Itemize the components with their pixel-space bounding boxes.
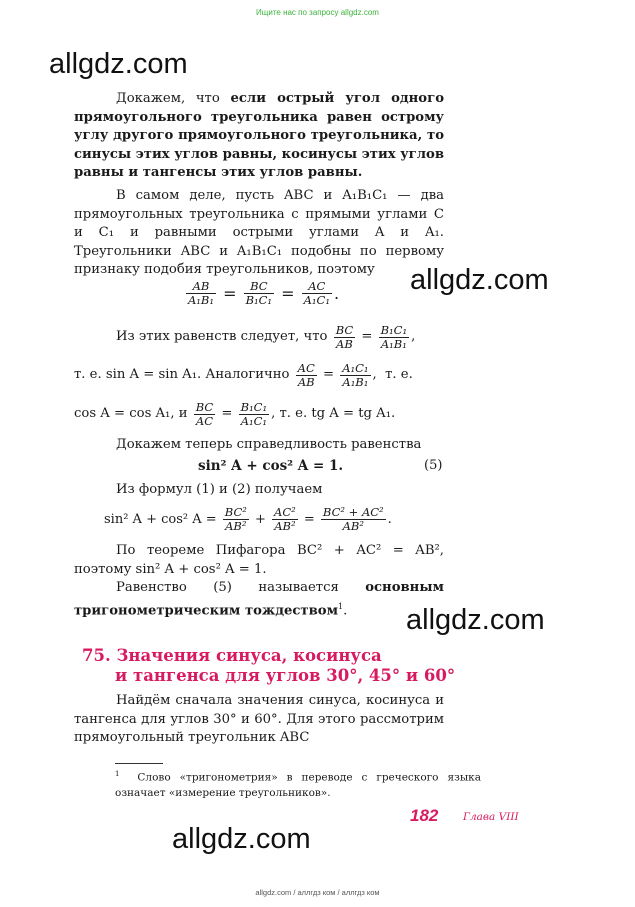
text-block-2: [74, 542, 444, 621]
watermark: allgdz.com: [410, 264, 549, 296]
paragraph-proof: В самом деле, пусть ABC и A₁B₁C₁ — два прямоугольных треугольника с прямыми углами C и C₁ и равными острыми углами A и A₁. Треугольники ABC и A₁B₁C₁ подобны по первому признаку подобия треугольников, поэтому: [74, 187, 444, 278]
watermark: allgdz.com: [406, 604, 545, 636]
section-heading: 75. Значения синуса, косинуса и тангенса для углов 30°, 45° и 60°: [82, 646, 456, 685]
chapter-label: Глава VIII: [463, 811, 519, 823]
paragraph-theorem: Докажем, что если острый угол одного прямоугольного треугольника равен острому углу другого прямоугольного треугольника, то синусы этих углов равны, косинусы этих углов равны и тангенсы этих углов равны.: [74, 91, 444, 181]
line-from-equalities: Из этих равенств следует, что $\frac{BC}{AB}$ = $\frac{\text{B₁C₁}}{\text{A₁B₁}}$ ,: [116, 323, 416, 351]
line-formulas: Из формул (1) и (2) получаем: [116, 482, 323, 497]
top-note: Ищите нас по запросу allgdz.com: [256, 8, 379, 17]
watermark: allgdz.com: [49, 48, 188, 80]
line-pythagoras: По теореме Пифагора BC² + AC² = AB², поэтому sin² A + cos² A = 1.: [74, 543, 444, 577]
text-block-1: [74, 90, 444, 280]
line-identity-name: Равенство (5) называется основным тригонометрическим тождеством$^1$.: [74, 580, 444, 619]
paragraph-values: Найдём сначала значения синуса, косинуса и тангенса для углов 30° и 60°. Для этого рассмотрим прямоугольный треугольник ABC: [74, 693, 444, 746]
line-prove: Докажем теперь справедливость равенства: [116, 437, 422, 452]
text-block-3: [74, 692, 444, 748]
footnote: $^1$ Слово «тригонометрия» в переводе с греческого языка означает «измерение треугольников».: [115, 770, 481, 799]
equation-number: (5): [424, 458, 443, 473]
line-cos-tg: cos A = cos A₁, и $\frac{BC}{AC}$ = $\frac{\text{B₁C₁}}{\text{A₁C₁}}$ , т. е. tg A = tg A₁.: [74, 400, 396, 428]
line-sin-equal: т. е. sin A = sin A₁. Аналогично $\frac{AC}{AB}$ = $\frac{\text{A₁C₁}}{\text{A₁B₁}}$ , т. е.: [74, 361, 413, 389]
equation-sum: sin² A + cos² A = $\frac{\text{BC²}}{\text{AB²}}$ + $\frac{\text{AC²}}{\text{AB²}}$ = $\frac{\text{BC² + AC²}}{\text{AB²}}$ .: [104, 505, 392, 533]
equation-ratios: $\frac{AB}{\text{A₁B₁}}$ = $\frac{BC}{\text{B₁C₁}}$ = $\frac{AC}{\text{A₁C₁}}$ .: [188, 279, 340, 307]
watermark: allgdz.com: [172, 823, 311, 855]
equation-identity: sin² A + cos² A = 1.: [198, 458, 344, 474]
footnote-divider: [115, 763, 163, 764]
page-number: 182: [410, 806, 439, 825]
bottom-note: allgdz.com / аллгдз ком / аллгдз ком: [255, 888, 380, 897]
